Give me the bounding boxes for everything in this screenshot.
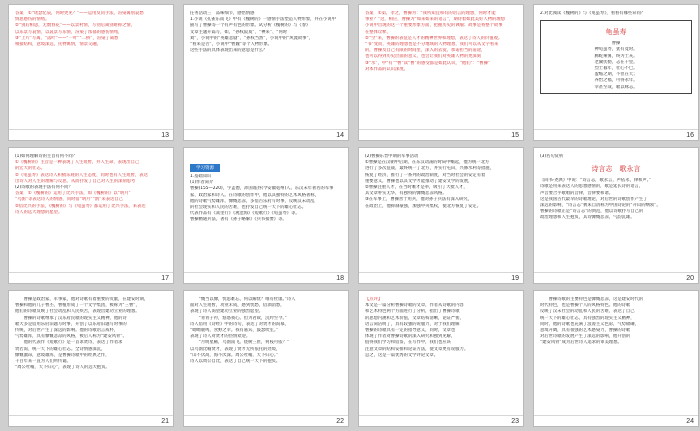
slide-footer-rule xyxy=(534,272,698,273)
slide-text-line: ②借比兴的手法，《槐树的》与《龟虽寿》都运用了比兴手法，来表达 xyxy=(15,203,146,209)
slide-thumbnail[interactable] xyxy=(533,4,699,141)
slide-text-line: 的宏大的壮志。 xyxy=(15,166,46,172)
slide-text-line: (2)诗歌的表现手法有何不同？ xyxy=(15,185,73,191)
poem-line: 曹操 xyxy=(611,41,621,47)
slide-text-line: 文章主题开篇写，如，“孙权寂寞”、“神来”、“何时 xyxy=(190,29,288,35)
slide-text-line: “建安风骨”成为后世诗人追求的审美理想。 xyxy=(540,340,622,346)
slide-text-line: “月明星稀，乌鹊南飞。绕树三匝，何枝可依？” xyxy=(190,340,289,346)
slide-text-line: 的思想内涵和艺术价值，文章结构清晰，论证严密， xyxy=(365,315,464,321)
slide-text-line: 和艺术特色两个方面进行了分析，指出了曹操诗歌 xyxy=(365,309,460,315)
slide-text-line: 2.对比阅读《槐树的》与《龟虽寿》，看看有哪些异同？ xyxy=(540,11,646,16)
slide-text-line: 曹操是政治家，军事家，他对诗歌有着重要的贡献，在建安时期， xyxy=(15,297,149,302)
slide-text-line: 进行了多次征战，最终统一了北方，并实行屯田，兴修水利等措施， xyxy=(365,166,494,172)
slide-content xyxy=(365,154,517,269)
slide-text-line: (1)作者简介 xyxy=(190,180,214,186)
slide-text-line: 以乐景写哀情，以哀景写乐情，渲染了浓郁的感伤情绪， xyxy=(15,29,123,35)
slide-text-line: 曹操的诗歌正是“诗言志”的典范，他以诗歌抒写自己的 xyxy=(540,209,644,215)
slide-thumbnail[interactable] xyxy=(183,147,349,284)
slide-content xyxy=(365,11,517,126)
slide-text-line: 体现了作者对曹操诗歌的深入研究和独到见解， xyxy=(365,334,456,340)
slide-text-line: 贤若渴、统一天下的雄心壮志。全诗情感深沉， xyxy=(15,346,106,352)
slide-footer-rule xyxy=(184,129,348,130)
slide-text-line: 小说中出现的这一个重要形象方面，把握历史的讽喻；故事是将整个故事 xyxy=(365,23,503,29)
slide-text-line: 注意文章的结构安排和论证方法，使文章更有说服力。 xyxy=(365,346,469,352)
slide-number: 21 xyxy=(161,418,169,425)
slide-text-line: 出诗人对人生的理解与反思，从而抒发了自己对人生的深刻思考 xyxy=(15,178,136,184)
slide-text-line: 描写了曹操等一个有声有色的形象。试分析《槐树的》与《春》 xyxy=(190,23,311,29)
slide-text-line: 对后世诗歌的发展产生了深远的影响，他开创的 xyxy=(540,334,631,340)
slide-text-line: 曹操的诗歌继承了汉乐府民歌的现实主义精神，他的诗 xyxy=(15,315,127,321)
poem-title: 龟虽寿 xyxy=(605,28,627,37)
slide-text-line: 诗人的远大理想的愿望。 xyxy=(15,209,63,215)
slide-text-line: 1.基础知识 xyxy=(190,174,212,179)
slide-text-line: “乌鹊”等表达诗人的情感，同时借“明月”“鹊”来表达自己 xyxy=(15,197,123,203)
slide-text-line: (2)曹操东晋中期的军事活动 xyxy=(365,154,419,159)
slide-number: 16 xyxy=(686,132,694,139)
slide-text-line: 这是我国古代最早的诗歌理论，对后世的诗歌创作产生了 xyxy=(540,196,648,202)
slide-text-line: 任务活动三 品味细节，感悟情感 xyxy=(190,11,255,16)
slide-text-line: 千百年来一直为人们所传诵。 xyxy=(15,359,71,365)
slide-text-line: 情思感伤的情绪。 xyxy=(15,17,50,23)
slide-text-line: 慷慨激昂，意境雄浑，是曹操诗歌中的经典之作， xyxy=(15,352,110,358)
slide-text-line: 他们的诗歌反映了社会动乱和人民疾苦，表现出建功立业的理想。 xyxy=(15,309,140,315)
slide-number: 14 xyxy=(336,132,344,139)
slide-text-line: 深远的影响，“诗言志”被朱自清称为中国诗论的“开山的纲领”。 xyxy=(540,203,661,209)
slide-text-line: 同时，他的诗歌也充满了浪漫主义色彩，气势磅礴， xyxy=(540,321,639,327)
slide-text-line: ②“空”来，曹操的表征是人才的精神世界和理想，表达了诗人的价值观。 xyxy=(365,35,503,41)
slide-text-line: 重要意义，曹操也以其文学才能推动了建安文学的发展， xyxy=(365,178,473,184)
slide-text-line: 答案 ①《槐树的》运用了比兴手法，如《槐树的》以“明月” xyxy=(15,191,131,197)
slide-text-line: 《尚书·尧典》中说：“诗言志，歌永言，声依永，律和声。” xyxy=(540,178,652,184)
poem-line: 神龟虽寿，犹有竟时。 xyxy=(594,47,638,53)
slide-text-line: 曹操精通兵法，著有《孙子略解》《兵书接要》等。 xyxy=(190,217,287,223)
slide-text-line: (3)名句赏析 xyxy=(540,154,564,159)
slide-number: 22 xyxy=(336,418,344,425)
slide-number: 15 xyxy=(511,132,519,139)
slide-number: 24 xyxy=(686,418,694,425)
slide-text-line: “慨当以慷，忧思难忘，何以解忧？唯有杜康。”诗人 xyxy=(190,297,296,302)
slide-footer-rule xyxy=(9,415,173,416)
slide-text-line: 恢复了经济，推行了一系列的政治制度，对当时社会的安定有着 xyxy=(365,172,486,178)
slide-text-line: ③在军事上，曹操善于用兵，他对孙子兵法有深入研究， xyxy=(365,197,472,203)
slide-thumbnail[interactable] xyxy=(183,4,349,141)
slide-content xyxy=(15,154,167,269)
slide-text-line: 以乌鹊比喻贤才，表现了贤才无所依托的处境， xyxy=(190,346,281,352)
slide-number: 17 xyxy=(161,275,169,282)
slide-content xyxy=(540,11,692,126)
slide-footer-rule xyxy=(359,415,523,416)
slide-text-line: 事业？”这，相应，曹操为“如来如来的语言”，期待着如此美好人物的理想 xyxy=(365,17,505,23)
slide-number: 23 xyxy=(511,418,519,425)
slide-text-line: 时代特色，也是曹操个人的风格特色。他的诗歌 xyxy=(540,303,631,309)
slide-content xyxy=(15,297,167,412)
slide-content xyxy=(190,297,342,412)
slide-text-line: 语言简洁明了，具有较强的说服力，对于我们理解 xyxy=(365,321,460,327)
slide-text-line: 其文章朴实无华，有独特的慷慨悲凉风格。 xyxy=(365,191,447,197)
slide-text-line: ②“别后相思，无数春花”——以景衬情，写别后离别难抑之情， xyxy=(15,23,136,29)
slide-text-line: ①《槐树的》主旨是一种表现了人生短暂，并人生命，表现出自己 xyxy=(15,160,140,166)
slide-number: 20 xyxy=(686,275,694,282)
slide-text-line: 歌大多是借用乐府旧题写时事，开创了以乐府旧题写时事的 xyxy=(15,321,127,327)
slide-text-line: 也可以得到历史层面的意义，也会让我们对英雄人物的更深刻 xyxy=(365,54,482,60)
slide-text-line: 曹操(155—220)，字孟德，沛国谯县(今安徽亳州)人。东汉末年著名的军事 xyxy=(190,186,334,192)
slide-text-line: 1.小说《孔雀东南飞》中有《槐树的》一感情手法塑造人物形象，并在小说中 xyxy=(190,17,336,23)
slide-text-line: 对本作品的认识深度。 xyxy=(365,66,408,72)
slide-text-line: 本文是一篇分析曹操诗歌的文章，作者从诗歌的内容 xyxy=(365,303,464,309)
slide-text-line: ②曹操注重人才，在当时唯才是举，吸引了大批人才， xyxy=(365,185,468,191)
slide-text-line: 气势雄浑，具有慷慨悲凉的风格，被后人称为“建安风骨”。 xyxy=(15,334,127,340)
slide-text-line: 曹操和他的儿子曹丕、曹植形成了一个文学集团，被称为“三曹”， xyxy=(15,303,140,309)
slide-text-line: ③“上片”写离，“落叶”——“一叶”“二桥”，渲染了离愁 xyxy=(15,35,119,41)
slide-thumbnail[interactable] xyxy=(533,147,699,284)
slide-thumbnail[interactable] xyxy=(8,147,174,284)
slide-text-line: 政治理想和人生抱负，其诗慷慨悲凉，气韵沉雄。 xyxy=(540,215,635,221)
slide-text-line: 答案 ①“瑶瑟忆辰，何时更见？”——运用反问手法，渲染离别哀愁 xyxy=(15,11,144,16)
slide-thumbnail[interactable] xyxy=(533,290,699,427)
slide-text-line: 曹操诗歌的主要特色是慷慨悲凉，这是建安时代的 xyxy=(540,297,644,302)
poem-line: 养怡之福，可得永年。 xyxy=(594,78,638,84)
section-heading: 诗言志 歌永言 xyxy=(591,165,641,174)
slide-text-line: 统一天下的雄心壮志，具有强烈的现实主义精神， xyxy=(540,315,635,321)
slide-text-line: 声音要合乎歌唱的音律，音律要和谐。 xyxy=(540,190,614,196)
slide-thumbnail[interactable] xyxy=(8,290,174,427)
slide-text-line: 【点评】 xyxy=(365,297,383,302)
slide-thumbnail[interactable] xyxy=(183,290,349,427)
slide-text-line: 值得我们学习和借鉴，在写作中，我们也应该 xyxy=(365,340,451,346)
slide-text-line: 这些手法的具体表现出来的意思是什么？ xyxy=(190,48,268,54)
slide-text-line: “呦呦鹿鸣，食野之苹。我有嘉宾，鼓瑟吹笙。” xyxy=(190,328,279,334)
slide-text-line: 代表作品有《蒿里行》《观沧海》《短歌行》《龟虽寿》等。 xyxy=(190,211,300,217)
slide-text-line: ③“水”，中“有”“曹”读“曹”的感受都是如此认识，“他们”：“曹操” xyxy=(365,60,491,66)
slide-text-line: 他的代表作《短歌行》是一首求贤诗，表达了作者求 xyxy=(15,340,123,346)
slide-text-line: “周公吐哺，天下归心”，表现了诗人的远大抱负。 xyxy=(15,365,110,371)
slide-text-line: “青青子衿，悠悠我心。但为君故，沉吟至今。” xyxy=(190,315,287,321)
slide-footer-rule xyxy=(359,272,523,273)
slide-footer-rule xyxy=(184,272,348,273)
slide-content xyxy=(365,297,517,412)
poem-line: 幸甚至哉，歌以咏志。 xyxy=(594,84,638,90)
slide-footer-rule xyxy=(534,129,698,130)
poem-line: 烈士暮年，壮心不已。 xyxy=(594,66,638,72)
slide-text-line: “山不厌高，海不厌深。周公吐哺，天下归心。” xyxy=(190,352,279,358)
slide-text-line: 答案 ①第，孝之，曹操为：“我所知宜和有的语言的理想，何时才能 xyxy=(365,11,496,16)
slide-footer-rule xyxy=(184,415,348,416)
slide-text-line: 的社会现实和人民的苦难，也抒发自己统一天下的雄心壮志。 xyxy=(190,205,307,211)
slide-text-line: 的，曹操及自己有限的时间里，深入的去爱，承诺担当的前途， xyxy=(365,48,486,54)
slide-text-line: 反映了汉末社会的动乱和人民的苦难，表达了自己 xyxy=(540,309,635,315)
slide-number: 19 xyxy=(511,275,519,282)
slide-text-line: 诗歌是用来表达人的思想感情的，歌是延长诗的语言， xyxy=(540,184,644,190)
slide-text-line: 诗人以周公自比，表达了自己统一天下的抱负。 xyxy=(190,359,281,365)
slide-text-line: 在政治上，他抑制豪强，加强中央集权，使北方恢复了安定。 xyxy=(365,203,482,209)
slide-content xyxy=(540,154,692,269)
poem-box xyxy=(540,20,692,94)
slide-text-line: 传统，对后世产生了深远的影响。他的诗歌语言质朴， xyxy=(15,328,119,334)
slide-footer-rule xyxy=(359,129,523,130)
poem-line: 老骥伏枥，志在千里。 xyxy=(594,59,638,65)
slide-text-line: 他的诗歌气势雄浑，慷慨悲凉，多借古乐府写时事，反映汉末动乱 xyxy=(190,198,315,204)
slide-text-line: 家、政治家和诗人。在诗歌的创作中，他以其独特的艺术风格著称， xyxy=(190,192,319,198)
slide-text-line: 相接结构，意境深远，托物寓情，情景交融。 xyxy=(15,42,101,48)
slide-text-line: 表现了诗人渴望建功立业的强烈愿望。 xyxy=(190,309,264,315)
slide-thumbnail[interactable] xyxy=(358,4,524,141)
slide-number: 13 xyxy=(161,132,169,139)
section-tag: 学习资源 xyxy=(190,164,220,172)
slide-text-line: 意境开阔，具有很强的艺术感染力，曹操的诗歌 xyxy=(540,328,631,334)
slide-thumbnail[interactable] xyxy=(8,4,174,141)
slide-text-line: “书”变而，英雄的理想也是不分地域的人物理想，我们可以从文字看来 xyxy=(365,42,499,48)
slide-content xyxy=(190,154,342,269)
slide-text-line: 刘”，小说中的“英雄悲剧”、“孙权当然”，小说中的“风流故事”， xyxy=(190,35,314,41)
slide-text-line: ①曹操是在汉朝中后期，在东汉动荡的时局中崛起，他为统一北方 xyxy=(365,160,490,166)
slide-text-line: 表现了诗人对贤才的热情欢迎。 xyxy=(190,334,251,340)
slide-text-line: 在整体诠释， xyxy=(365,29,391,35)
slide-thumbnail[interactable] xyxy=(358,147,524,284)
slide-text-line: 总之，这是一篇优秀的文学评论文章。 xyxy=(365,352,439,358)
slide-text-line: 曹操的诗歌具有一定的指导意义，同时，文章也 xyxy=(365,328,456,334)
slide-content xyxy=(540,297,692,412)
slide-text-line: (1)如何理解诗的主旨有何不同？ xyxy=(15,154,77,159)
poem-line: 腾蛇乘雾，终为土灰。 xyxy=(594,53,638,59)
slide-text-line: 面对人生短暂，功业未成，感到忧愁，借酒消愁， xyxy=(190,303,285,309)
slide-thumbnail[interactable] xyxy=(358,290,524,427)
poem-line: 盈缩之期，不但在天； xyxy=(594,72,638,78)
slide-text-line: ②《龟虽寿》表达诗人积极乐观的人生态度，同时也有人生短暂，表达 xyxy=(15,172,148,178)
slide-footer-rule xyxy=(534,415,698,416)
slide-footer-rule xyxy=(9,272,173,273)
slide-text-line: 诗人借用《诗经》中的诗句，表达了对贤才的渴慕， xyxy=(190,321,289,327)
slide-number: 18 xyxy=(336,275,344,282)
slide-content xyxy=(15,11,167,126)
slide-text-line: “看来是否”，小说中“曹魏”等个人物形象。 xyxy=(190,42,272,48)
slide-content xyxy=(190,11,342,126)
slide-footer-rule xyxy=(9,129,173,130)
